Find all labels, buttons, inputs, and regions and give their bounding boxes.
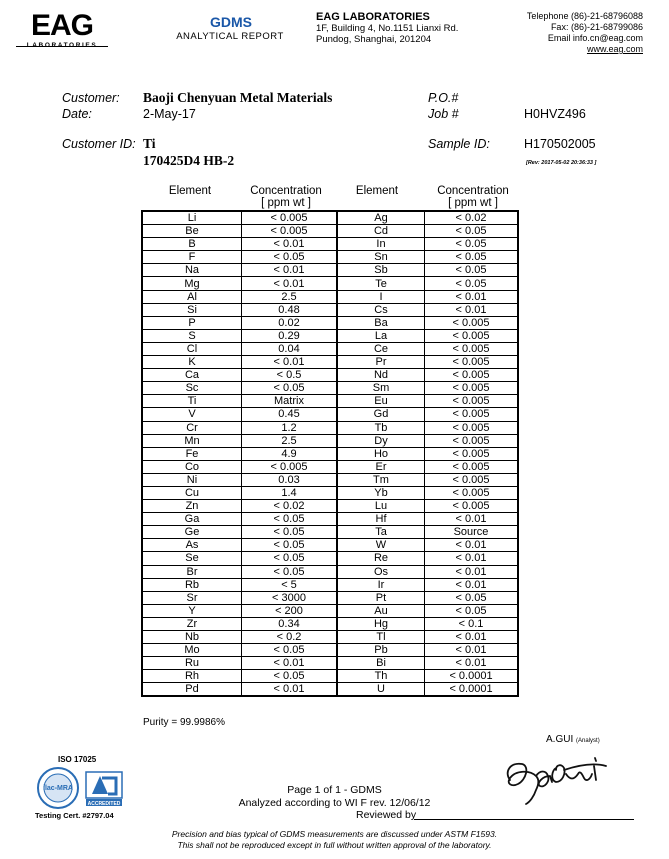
element-left-cell: Be	[142, 225, 242, 238]
po-label: P.O.#	[428, 91, 459, 105]
element-left-cell: Fe	[142, 447, 242, 460]
table-row	[142, 264, 518, 277]
element-right-cell: Sn	[337, 251, 425, 264]
value-left-cell: 2.5	[242, 434, 338, 447]
element-left-cell: Mg	[142, 277, 242, 290]
value-left-cell: < 0.01	[242, 657, 338, 670]
email: Email info.cn@eag.com	[547, 33, 643, 43]
element-right-cell: La	[337, 329, 425, 342]
value-right-cell: < 0.05	[425, 238, 519, 251]
element-right-cell: Pb	[337, 644, 425, 657]
value-left-cell: < 3000	[242, 591, 338, 604]
table-row	[142, 290, 518, 303]
element-left-cell: Co	[142, 460, 242, 473]
element-left-cell: Ru	[142, 657, 242, 670]
value-left-cell: < 0.01	[242, 683, 338, 697]
value-left-cell: < 0.005	[242, 225, 338, 238]
table-row	[142, 342, 518, 355]
header-concentration-2	[424, 185, 522, 209]
table-row	[142, 670, 518, 683]
table-row	[142, 408, 518, 421]
value-left-cell: < 0.05	[242, 251, 338, 264]
value-right-cell: < 0.005	[425, 369, 519, 382]
element-right-cell: Sm	[337, 382, 425, 395]
header-element-2: Element	[355, 185, 399, 197]
table-row	[142, 382, 518, 395]
table-row	[142, 565, 518, 578]
element-right-cell: Tb	[337, 421, 425, 434]
element-right-cell: Tl	[337, 631, 425, 644]
element-right-cell: Sb	[337, 264, 425, 277]
value-left-cell: < 0.005	[242, 211, 338, 225]
element-right-cell: Dy	[337, 434, 425, 447]
badge-a2la-text: ACCREDITED	[87, 801, 121, 807]
element-right-cell: Lu	[337, 500, 425, 513]
element-left-cell: As	[142, 539, 242, 552]
value-right-cell: < 0.01	[425, 513, 519, 526]
analyst-role: (Analyst)	[576, 738, 600, 744]
iso-label: ISO 17025	[58, 755, 97, 764]
value-right-cell: < 0.005	[425, 408, 519, 421]
element-right-cell: Pr	[337, 356, 425, 369]
table-row	[142, 251, 518, 264]
revision-stamp: [Rev: 2017-05-02 20:36:33 ]	[526, 160, 597, 166]
table-row	[142, 356, 518, 369]
element-right-cell: Ho	[337, 447, 425, 460]
value-right-cell: < 0.005	[425, 486, 519, 499]
element-right-cell: Re	[337, 552, 425, 565]
table-row	[142, 526, 518, 539]
date-label: Date:	[62, 107, 92, 121]
value-left-cell: < 0.05	[242, 644, 338, 657]
value-left-cell: 0.48	[242, 303, 338, 316]
element-left-cell: Zn	[142, 500, 242, 513]
element-right-cell: Hf	[337, 513, 425, 526]
value-right-cell: < 0.005	[425, 316, 519, 329]
value-right-cell: < 0.005	[425, 421, 519, 434]
element-left-cell: S	[142, 329, 242, 342]
value-right-cell: < 0.005	[425, 447, 519, 460]
element-left-cell: Ga	[142, 513, 242, 526]
customer-id-value-2: 170425D4 HB-2	[143, 153, 235, 168]
element-left-cell: Br	[142, 565, 242, 578]
table-row	[142, 604, 518, 617]
value-left-cell: < 5	[242, 578, 338, 591]
lab-name: EAG LABORATORIES	[316, 11, 430, 23]
analyzed-according: Analyzed according to WI F rev. 12/06/12	[238, 797, 431, 809]
element-right-cell: Ba	[337, 316, 425, 329]
value-left-cell: 1.2	[242, 421, 338, 434]
table-row	[142, 316, 518, 329]
value-right-cell: < 0.02	[425, 211, 519, 225]
element-right-cell: Ag	[337, 211, 425, 225]
table-row	[142, 447, 518, 460]
table-row	[142, 657, 518, 670]
element-right-cell: Ta	[337, 526, 425, 539]
element-left-cell: V	[142, 408, 242, 421]
element-right-cell: Pt	[337, 591, 425, 604]
table-row	[142, 617, 518, 630]
element-right-cell: Cs	[337, 303, 425, 316]
logo-sub-text: LABORATORIES	[26, 42, 98, 49]
value-left-cell: 0.02	[242, 316, 338, 329]
element-left-cell: Y	[142, 604, 242, 617]
header-concentration-1	[239, 185, 333, 209]
header-unit-1: [ ppm wt ]	[261, 197, 311, 209]
report-subtitle: ANALYTICAL REPORT	[176, 31, 284, 42]
footnote-1: Precision and bias typical of GDMS measurements are discussed under ASTM F1593.	[171, 829, 498, 839]
value-left-cell: < 0.05	[242, 670, 338, 683]
element-right-cell: Eu	[337, 395, 425, 408]
value-left-cell: < 200	[242, 604, 338, 617]
value-left-cell: < 0.05	[242, 526, 338, 539]
element-left-cell: Pd	[142, 683, 242, 697]
value-right-cell: < 0.05	[425, 591, 519, 604]
table-row	[142, 591, 518, 604]
element-right-cell: Yb	[337, 486, 425, 499]
element-right-cell: I	[337, 290, 425, 303]
value-right-cell: Source	[425, 526, 519, 539]
sample-id-value: H170502005	[524, 137, 596, 151]
element-left-cell: Ni	[142, 473, 242, 486]
element-right-cell: Nd	[337, 369, 425, 382]
value-left-cell: < 0.05	[242, 539, 338, 552]
element-right-cell: Cd	[337, 225, 425, 238]
element-right-cell: Ir	[337, 578, 425, 591]
element-left-cell: Mo	[142, 644, 242, 657]
value-right-cell: < 0.05	[425, 264, 519, 277]
element-left-cell: Rh	[142, 670, 242, 683]
value-left-cell: < 0.005	[242, 460, 338, 473]
table-body	[142, 211, 518, 696]
value-right-cell: < 0.005	[425, 382, 519, 395]
testing-cert: Testing Cert. #2797.04	[35, 811, 114, 820]
value-left-cell: 0.29	[242, 329, 338, 342]
table-row	[142, 421, 518, 434]
value-right-cell: < 0.05	[425, 277, 519, 290]
customer-value: Baoji Chenyuan Metal Materials	[143, 90, 333, 105]
value-right-cell: < 0.01	[425, 565, 519, 578]
badge-ilac-text: ilac-MRA	[43, 785, 73, 792]
value-left-cell: < 0.01	[242, 356, 338, 369]
value-right-cell: < 0.01	[425, 552, 519, 565]
value-right-cell: < 0.01	[425, 303, 519, 316]
purity: Purity = 99.9986%	[143, 717, 225, 728]
value-left-cell: < 0.2	[242, 631, 338, 644]
telephone: Telephone (86)-21-68796088	[526, 11, 643, 21]
element-right-cell: Bi	[337, 657, 425, 670]
value-right-cell: < 0.01	[425, 290, 519, 303]
element-left-cell: Ti	[142, 395, 242, 408]
table-row	[142, 434, 518, 447]
value-right-cell: < 0.005	[425, 356, 519, 369]
value-right-cell: < 0.005	[425, 500, 519, 513]
element-left-cell: Sr	[142, 591, 242, 604]
value-right-cell: < 0.005	[425, 329, 519, 342]
date-value: 2-May-17	[143, 107, 196, 121]
element-right-cell: In	[337, 238, 425, 251]
value-right-cell: < 0.01	[425, 657, 519, 670]
customer-id-value: Ti	[143, 136, 156, 151]
element-left-cell: Zr	[142, 617, 242, 630]
value-right-cell: < 0.01	[425, 578, 519, 591]
table-row	[142, 500, 518, 513]
element-left-cell: Na	[142, 264, 242, 277]
job-value: H0HVZ496	[524, 107, 586, 121]
element-right-cell: Tm	[337, 473, 425, 486]
table-row	[142, 473, 518, 486]
value-left-cell: < 0.02	[242, 500, 338, 513]
table-row	[142, 329, 518, 342]
element-right-cell: Hg	[337, 617, 425, 630]
element-right-cell: Th	[337, 670, 425, 683]
value-right-cell: < 0.005	[425, 434, 519, 447]
element-left-cell: K	[142, 356, 242, 369]
lab-address-line-2: Pundog, Shanghai, 201204	[316, 34, 432, 45]
element-left-cell: Rb	[142, 578, 242, 591]
element-left-cell: Sc	[142, 382, 242, 395]
value-left-cell: < 0.05	[242, 513, 338, 526]
element-left-cell: Nb	[142, 631, 242, 644]
element-left-cell: P	[142, 316, 242, 329]
value-left-cell: 0.45	[242, 408, 338, 421]
value-right-cell: < 0.05	[425, 604, 519, 617]
value-right-cell: < 0.01	[425, 631, 519, 644]
page-info: Page 1 of 1 - GDMS	[287, 784, 382, 796]
concentration-table	[141, 210, 519, 697]
element-right-cell: Er	[337, 460, 425, 473]
report-title: GDMS	[210, 14, 252, 30]
fax: Fax: (86)-21-68799086	[550, 22, 643, 32]
value-left-cell: 0.04	[242, 342, 338, 355]
table-row	[142, 395, 518, 408]
logo-main-text: EAG	[30, 9, 93, 42]
value-right-cell: < 0.01	[425, 644, 519, 657]
table-row	[142, 225, 518, 238]
table-row	[142, 631, 518, 644]
value-left-cell: 4.9	[242, 447, 338, 460]
table-row	[142, 211, 518, 225]
value-left-cell: < 0.05	[242, 552, 338, 565]
value-right-cell: < 0.005	[425, 473, 519, 486]
element-right-cell: Os	[337, 565, 425, 578]
element-right-cell: U	[337, 683, 425, 697]
value-left-cell: 0.03	[242, 473, 338, 486]
value-right-cell: < 0.005	[425, 342, 519, 355]
table-row	[142, 460, 518, 473]
analyst-name: A.GUI	[546, 734, 574, 745]
element-left-cell: Si	[142, 303, 242, 316]
element-left-cell: Se	[142, 552, 242, 565]
footnote-2: This shall not be reproduced except in full without written approval of the laboratory.	[177, 840, 492, 850]
value-left-cell: 1.4	[242, 486, 338, 499]
value-right-cell: < 0.1	[425, 617, 519, 630]
value-right-cell: < 0.005	[425, 395, 519, 408]
header-concentration-2-label: Concentration	[437, 185, 509, 197]
table-row	[142, 513, 518, 526]
table-row	[142, 578, 518, 591]
element-right-cell: Te	[337, 277, 425, 290]
element-right-cell: Ce	[337, 342, 425, 355]
value-left-cell: 0.34	[242, 617, 338, 630]
element-left-cell: B	[142, 238, 242, 251]
value-right-cell: < 0.005	[425, 460, 519, 473]
table-row	[142, 552, 518, 565]
element-left-cell: Li	[142, 211, 242, 225]
contact-block	[527, 11, 643, 55]
table-row	[142, 277, 518, 290]
value-left-cell: < 0.01	[242, 264, 338, 277]
value-right-cell: < 0.05	[425, 225, 519, 238]
value-right-cell: < 0.05	[425, 251, 519, 264]
table-row	[142, 369, 518, 382]
value-left-cell: 2.5	[242, 290, 338, 303]
customer-label: Customer:	[62, 91, 120, 105]
value-left-cell: < 0.5	[242, 369, 338, 382]
element-left-cell: Mn	[142, 434, 242, 447]
value-left-cell: < 0.05	[242, 565, 338, 578]
value-right-cell: < 0.0001	[425, 670, 519, 683]
customer-id-label: Customer ID:	[62, 137, 136, 151]
table-row	[142, 644, 518, 657]
value-right-cell: < 0.0001	[425, 683, 519, 697]
value-left-cell: < 0.05	[242, 382, 338, 395]
element-left-cell: Cr	[142, 421, 242, 434]
table-row	[142, 238, 518, 251]
value-left-cell: < 0.01	[242, 238, 338, 251]
element-left-cell: Ca	[142, 369, 242, 382]
job-label: Job #	[428, 107, 459, 121]
reviewed-by: Reviewed by	[356, 809, 417, 821]
element-left-cell: F	[142, 251, 242, 264]
element-left-cell: Cu	[142, 486, 242, 499]
element-left-cell: Cl	[142, 342, 242, 355]
table-row	[142, 303, 518, 316]
element-right-cell: Au	[337, 604, 425, 617]
lab-address-line-1: 1F, Building 4, No.1151 Lianxi Rd.	[316, 23, 459, 34]
header-unit-2: [ ppm wt ]	[448, 197, 498, 209]
element-left-cell: Al	[142, 290, 242, 303]
sample-id-label: Sample ID:	[428, 137, 490, 151]
value-left-cell: < 0.01	[242, 277, 338, 290]
element-left-cell: Ge	[142, 526, 242, 539]
header-element-1: Element	[168, 185, 212, 197]
table-row	[142, 539, 518, 552]
table-row	[142, 683, 518, 697]
table-row	[142, 486, 518, 499]
element-right-cell: W	[337, 539, 425, 552]
reviewed-signature-line	[414, 819, 634, 820]
lab-address	[316, 23, 458, 45]
header-concentration-1-label: Concentration	[250, 185, 322, 197]
element-right-cell: Gd	[337, 408, 425, 421]
value-right-cell: < 0.01	[425, 539, 519, 552]
value-left-cell: Matrix	[242, 395, 338, 408]
website-link[interactable]: www.eag.com	[586, 44, 643, 54]
